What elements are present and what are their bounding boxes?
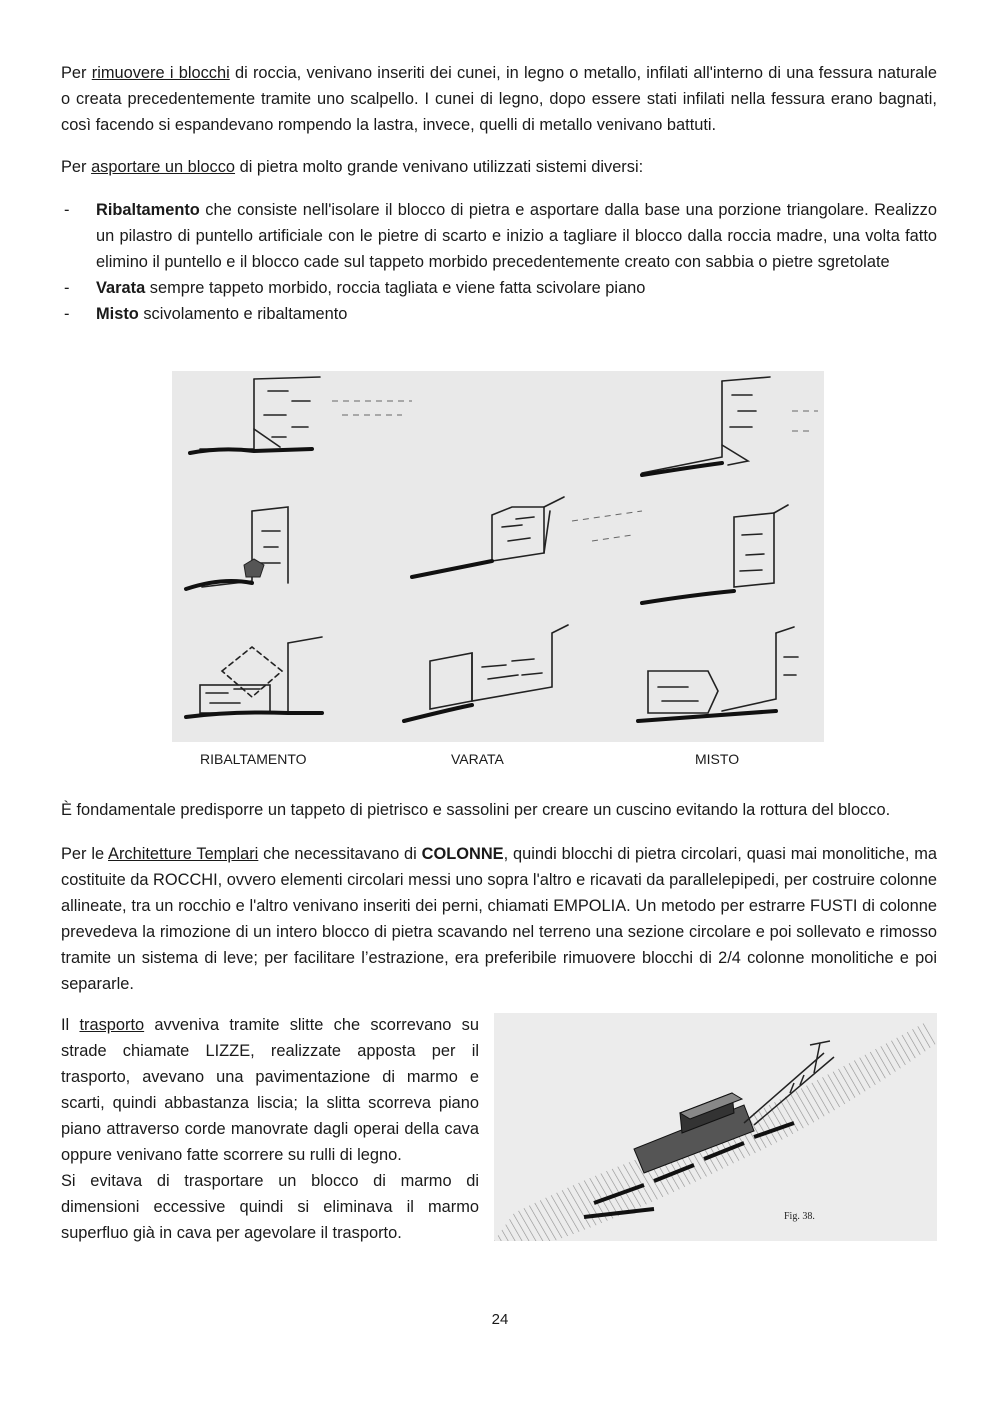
list-item [61,301,937,327]
method-desc: sempre tappeto morbido, roccia tagliata e viene fatta scivolare piano [145,279,646,297]
caption-varata: VARATA [451,751,504,767]
caption-ribaltamento: RIBALTAMENTO [200,751,307,767]
text: Per [61,64,92,82]
trasporto-text-2: Si evitava di trasportare un blocco di marmo di dimensioni eccessive quindi si eliminava il marmo superfluo già in cava per agevolare il trasporto. [61,1172,479,1242]
underlined-term: asportare un blocco [91,158,236,176]
paragraph-trasporto [61,1012,479,1246]
paragraph-tappeto-pietrisco: È fondamentale predisporre un tappeto di pietrisco e sassolini per creare un cuscino evitando la rottura del blocco. [61,801,891,819]
trasporto-text [61,1012,479,1168]
figure-label: Fig. 38. [784,1211,815,1222]
dash-bullet: - [64,305,70,323]
method-desc: che consiste nell'isolare il blocco di pietra e asportare dalla base una porzione triangolare. Realizzo un pilastro di puntello artificiale con le pietre di scarto e inizio a tagliare il blocco dalla roccia madre, una volta fatto elimino il puntello e il blocco cade sul tappeto morbido precedentemente creato con sabbia o pietre sgretolate [96,201,937,271]
sledge-engraving [494,1013,937,1241]
text: avveniva tramite slitte che scorrevano su strade chiamate LIZZE, realizzate apposta per il trasporto, avevano una pavimentazione di marmo e scarti, quindi abbastanza liscia; la slitta scorreva piano piano attraverso corde manovrate dagli operai della cava oppure venivano fatte scorrere su rulli di legno. [61,1016,479,1164]
list-item [61,197,937,275]
text: Il [61,1016,80,1034]
underlined-term: Architetture Templari [108,845,259,863]
dash-bullet: - [64,279,70,297]
text: Per [61,158,92,176]
sledge-transport-illustration [494,1013,937,1241]
methods-list [61,197,937,327]
underlined-term: rimuovere i blocchi [91,64,230,82]
dash-bullet: - [64,201,70,219]
method-desc: scivolamento e ribaltamento [138,305,348,323]
paragraph-asportare-blocco [61,154,937,180]
paragraph-colonne [61,841,937,997]
text: , quindi blocchi di pietra circolari, quasi mai monolitiche, ma costituite da ROCCHI, ovvero elementi circolari messi uno sopra l'altro e ricavati da parallelepipedi, per costruire colonne allineate, tra un rocchio e l'altro venivano inseriti dei perni, chiamati EMPOLIA. Un metodo per estrarre FUSTI di colonne prevedeva la rimozione di un intero blocco di pietra scavando nel terreno una sezione circolare e poi sollevato e rimosso tramite un sistema di leve; per facilitare l’estrazione, era preferibile rimuovere blocchi di 2/4 colonne monolitiche e poi separarle. [61,845,938,993]
page-number: 24 [491,1311,509,1328]
text: di roccia, venivano inseriti dei cunei, in legno o metallo, infilati all'interno di una fessura naturale o creata precedentemente tramite uno scalpello. I cunei di legno, dopo essere stati infilati nella fessura erano bagnati, così facendo si espandevano rompendo la lastra, invece, quelli di metallo venivano battuti. [61,64,938,134]
method-name: Misto [96,305,139,323]
quarrying-methods-illustration [172,371,824,742]
bold-term: COLONNE [421,845,504,863]
quarrying-sketch [172,371,824,742]
text: che necessitavano di [258,845,422,863]
text: Per le [61,845,109,863]
caption-misto: MISTO [695,751,740,767]
method-name: Varata [96,279,146,297]
underlined-term: trasporto [79,1016,145,1034]
text: di pietra molto grande venivano utilizzati sistemi diversi: [235,158,644,176]
list-item [61,275,937,301]
method-name: Ribaltamento [96,201,200,219]
paragraph-rimozione-blocchi [61,60,937,138]
